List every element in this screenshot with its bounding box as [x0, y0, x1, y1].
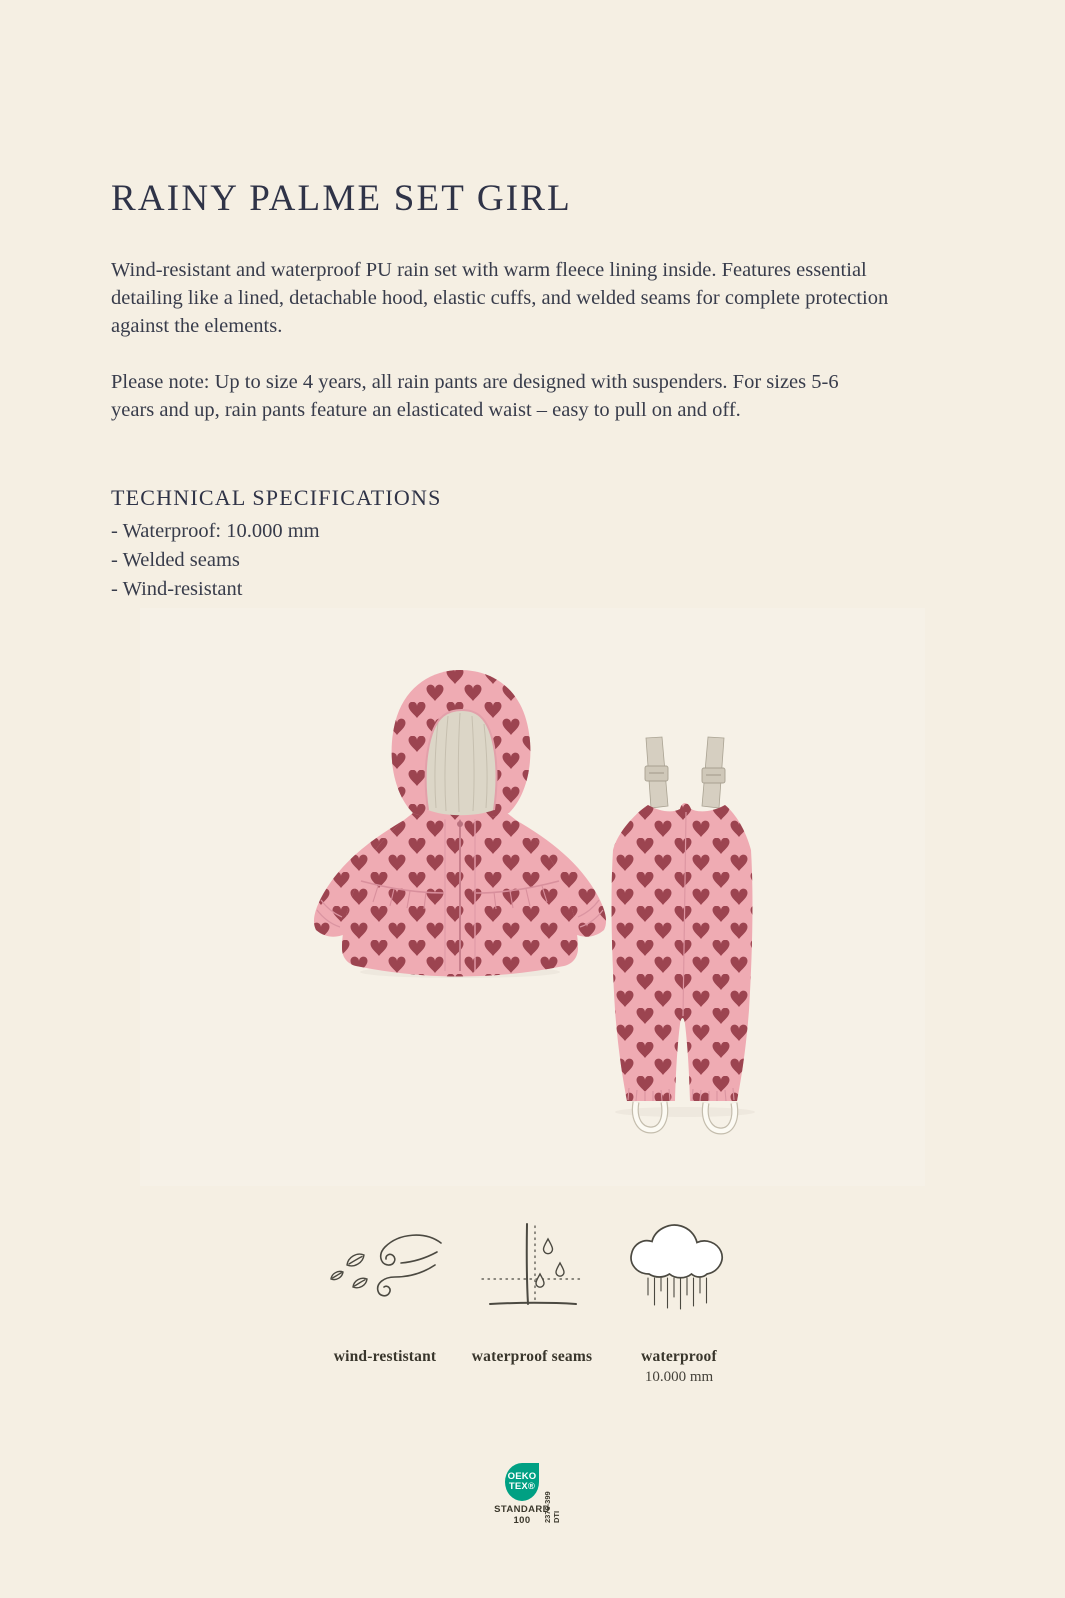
feature-label: waterproof seams	[471, 1348, 593, 1365]
feature-label: wind-restistant	[333, 1348, 437, 1365]
rain-cloud-icon	[606, 1212, 752, 1316]
product-note	[111, 368, 991, 424]
wind-icon	[312, 1212, 458, 1316]
spec-item: - Welded seams	[111, 549, 240, 571]
feature-wind-resistant	[312, 1212, 458, 1386]
specs-list	[111, 517, 320, 604]
seam-icon	[459, 1212, 605, 1316]
product-photo	[140, 600, 925, 1190]
page-title: RAINY PALME SET GIRL	[111, 177, 572, 219]
badge-standard-text: STANDARD 100	[494, 1504, 550, 1526]
description-line: detailing like a lined, detachable hood, elastic cuffs, and welded seams for complete protection	[111, 287, 889, 309]
note-line: Please note: Up to size 4 years, all rain pants are designed with suspenders. For sizes 5-6	[111, 371, 839, 393]
spec-item: - Waterproof: 10.000 mm	[111, 520, 320, 542]
spec-item: - Wind-resistant	[111, 578, 243, 600]
specs-heading: TECHNICAL SPECIFICATIONS	[111, 485, 442, 511]
product-description	[111, 256, 991, 340]
description-line: Wind-resistant and waterproof PU rain set with warm fleece lining inside. Features essential	[111, 259, 867, 281]
note-line: years and up, rain pants feature an elasticated waist – easy to pull on and off.	[111, 399, 741, 421]
feature-sublabel: 10.000 mm	[644, 1369, 714, 1385]
badge-cert-number: 2376-399 DTI	[543, 1491, 561, 1523]
feature-list	[312, 1212, 752, 1386]
description-line: against the elements.	[111, 315, 283, 337]
feature-waterproof	[606, 1212, 752, 1386]
badge-text-line: TEX®	[508, 1481, 536, 1492]
feature-label: waterproof	[641, 1348, 717, 1365]
oeko-tex-drop-icon	[505, 1463, 539, 1501]
feature-waterproof-seams	[459, 1212, 605, 1386]
badge-text-line: OEKO	[507, 1471, 537, 1482]
